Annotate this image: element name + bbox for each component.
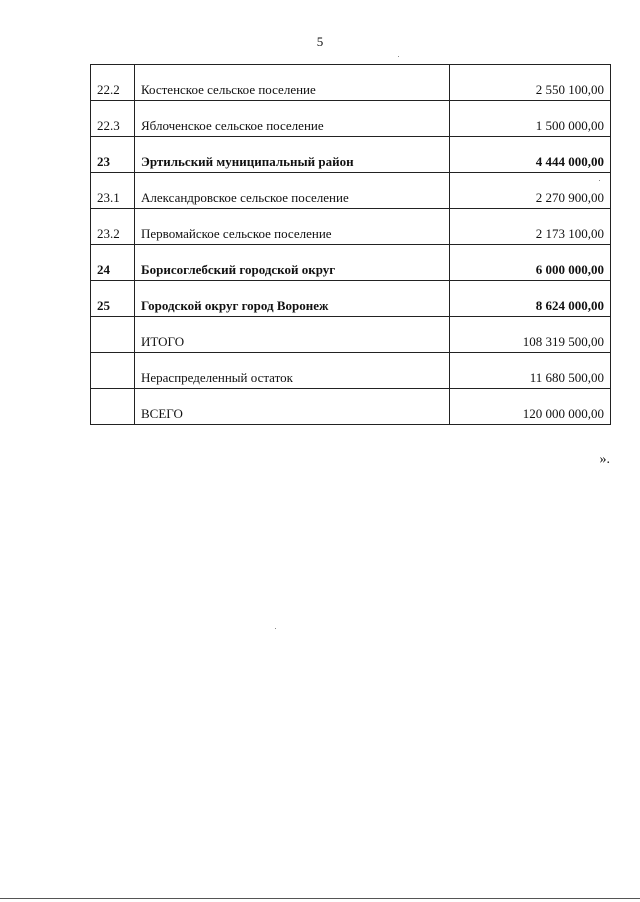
municipality-name: Александровское сельское поселение bbox=[135, 173, 450, 209]
remainder-label: Нераспределенный остаток bbox=[135, 353, 450, 389]
amount: 2 270 900,00 bbox=[450, 173, 611, 209]
row-number: 23 bbox=[91, 137, 135, 173]
municipality-name: Яблоченское сельское поселение bbox=[135, 101, 450, 137]
remainder-amount: 11 680 500,00 bbox=[450, 353, 611, 389]
row-number: 22.3 bbox=[91, 101, 135, 137]
amount: 4 444 000,00 bbox=[450, 137, 611, 173]
scan-speck bbox=[599, 180, 600, 181]
row-number: 24 bbox=[91, 245, 135, 281]
amount: 2 173 100,00 bbox=[450, 209, 611, 245]
table-row bbox=[91, 173, 611, 209]
row-number bbox=[91, 353, 135, 389]
table-row bbox=[91, 281, 611, 317]
subtotal-label: ИТОГО bbox=[135, 317, 450, 353]
subtotal-amount: 108 319 500,00 bbox=[450, 317, 611, 353]
municipality-name: Борисоглебский городской округ bbox=[135, 245, 450, 281]
amount: 6 000 000,00 bbox=[450, 245, 611, 281]
row-number bbox=[91, 317, 135, 353]
amount: 1 500 000,00 bbox=[450, 101, 611, 137]
table-row bbox=[91, 209, 611, 245]
municipality-name: Городской округ город Воронеж bbox=[135, 281, 450, 317]
page-number: 5 bbox=[316, 34, 324, 49]
closing-quote-mark: ». bbox=[599, 452, 610, 467]
total-amount: 120 000 000,00 bbox=[450, 389, 611, 425]
amount: 8 624 000,00 bbox=[450, 281, 611, 317]
allocation-table bbox=[90, 64, 611, 425]
total-label: ВСЕГО bbox=[135, 389, 450, 425]
amount: 2 550 100,00 bbox=[450, 65, 611, 101]
row-number bbox=[91, 389, 135, 425]
table-row bbox=[91, 137, 611, 173]
row-number: 23.2 bbox=[91, 209, 135, 245]
table-row-total bbox=[91, 389, 611, 425]
row-number: 22.2 bbox=[91, 65, 135, 101]
table-row-subtotal bbox=[91, 317, 611, 353]
row-number: 25 bbox=[91, 281, 135, 317]
table-row bbox=[91, 245, 611, 281]
scan-speck bbox=[275, 628, 276, 629]
table-row bbox=[91, 101, 611, 137]
page-bottom-rule bbox=[0, 898, 640, 899]
row-number: 23.1 bbox=[91, 173, 135, 209]
municipality-name: Эртильский муниципальный район bbox=[135, 137, 450, 173]
municipality-name: Первомайское сельское поселение bbox=[135, 209, 450, 245]
scan-speck bbox=[398, 56, 399, 57]
table-row-remainder bbox=[91, 353, 611, 389]
table-row bbox=[91, 65, 611, 101]
municipality-name: Костенское сельское поселение bbox=[135, 65, 450, 101]
